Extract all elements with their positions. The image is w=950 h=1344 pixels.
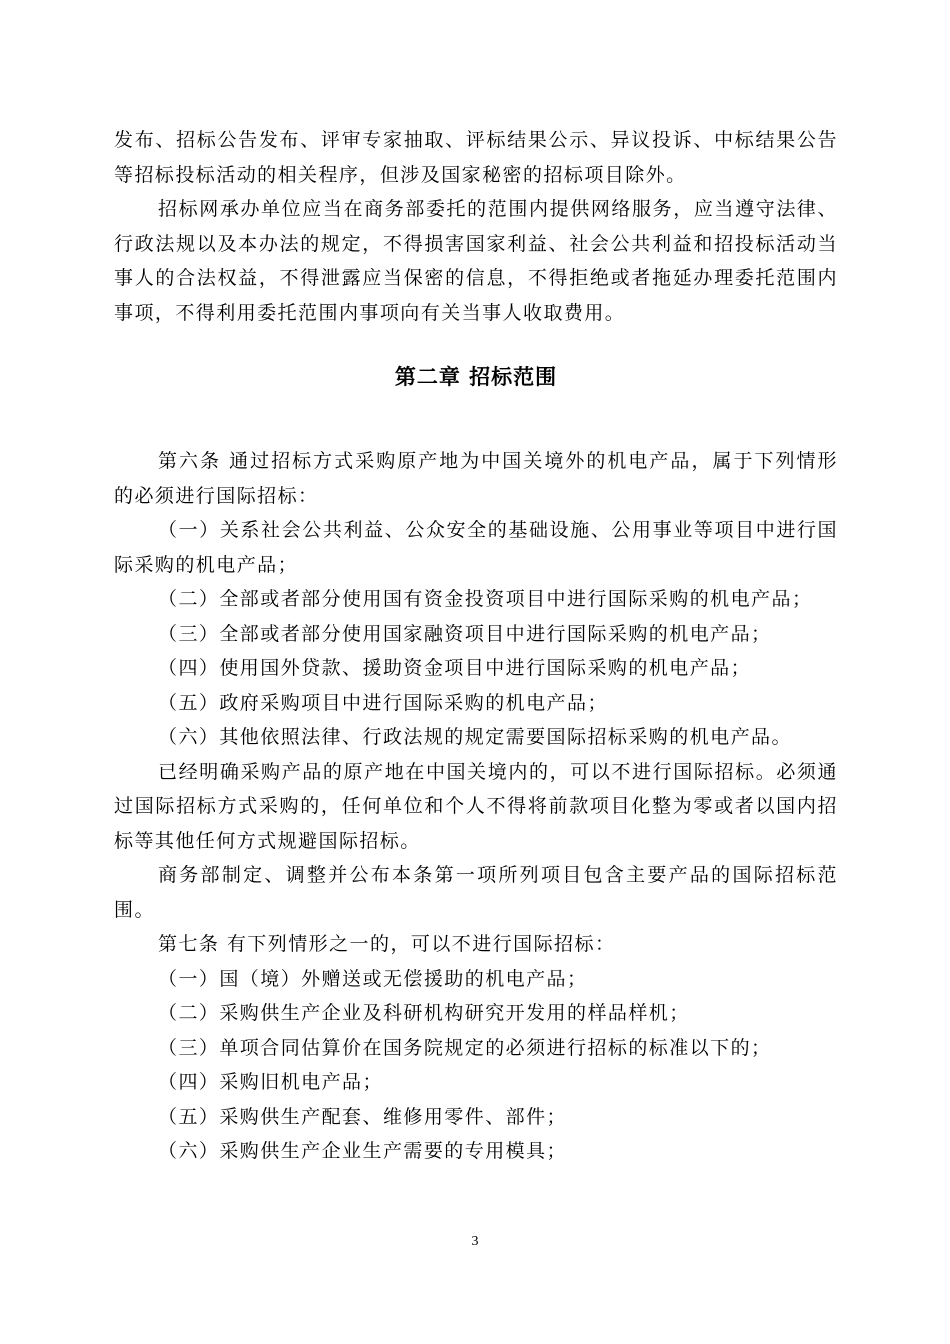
article-6-item-3: （三）全部或者部分使用国家融资项目中进行国际采购的机电产品； — [158, 622, 772, 645]
chapter-spacer — [114, 418, 838, 444]
article-6-note-2: 商务部制定、调整并公布本条第一项所列项目包含主要产品的国际招标范围。 — [114, 864, 838, 921]
paragraph-network-operator: 招标网承办单位应当在商务部委托的范围内提供网络服务，应当遵守法律、行政法规以及本办法的规定，不得损害国家利益、社会公共利益和招投标活动当事人的合法权益，不得泄露应当保密的信息，不得拒绝或者拖延办理委托范围内事项，不得利用委托范围内事项向有关当事人收取费用。 — [114, 198, 838, 324]
chapter-title: 第二章 招标范围 — [394, 365, 558, 389]
paragraph-continued: 发布、招标公告发布、评审专家抽取、评标结果公示、异议投诉、中标结果公告等招标投标活动的相关程序，但涉及国家秘密的招标项目除外。 — [114, 129, 838, 186]
article-6-item-5: （五）政府采购项目中进行国际采购的机电产品； — [158, 691, 608, 714]
article-6-item-1: （一）关系社会公共利益、公众安全的基础设施、公用事业等项目中进行国际采购的机电产品； — [114, 519, 838, 576]
page-number: 3 — [471, 1234, 479, 1249]
article-7-item-3: （三）单项合同估算价在国务院规定的必须进行招标的标准以下的； — [158, 1036, 772, 1059]
article-6-note-1: 已经明确采购产品的原产地在中国关境内的，可以不进行国际招标。必须通过国际招标方式采购的，任何单位和个人不得将前款项目化整为零或者以国内招标等其他任何方式规避国际招标。 — [114, 760, 838, 852]
article-7-item-1: （一）国（境）外赠送或无偿援助的机电产品； — [158, 967, 588, 990]
article-7-intro: 第七条 有下列情形之一的，可以不进行国际招标： — [158, 933, 616, 955]
article-7-item-4: （四）采购旧机电产品； — [158, 1071, 383, 1093]
article-7-item-2: （二）采购供生产企业及科研机构研究开发用的样品样机； — [158, 1002, 690, 1024]
article-6-item-6: （六）其他依照法律、行政法规的规定需要国际招标采购的机电产品。 — [158, 726, 792, 748]
article-7-item-6: （六）采购供生产企业生产需要的专用模具； — [158, 1140, 568, 1162]
document-body — [114, 123, 838, 1169]
article-6-intro: 第六条 通过招标方式采购原产地为中国关境外的机电产品，属于下列情形的必须进行国际招标： — [114, 450, 838, 507]
article-7-item-5: （五）采购供生产配套、维修用零件、部件； — [158, 1105, 568, 1128]
article-6-item-2: （二）全部或者部分使用国有资金投资项目中进行国际采购的机电产品； — [158, 588, 813, 610]
article-6-item-4: （四）使用国外贷款、援助资金项目中进行国际采购的机电产品； — [158, 657, 752, 679]
